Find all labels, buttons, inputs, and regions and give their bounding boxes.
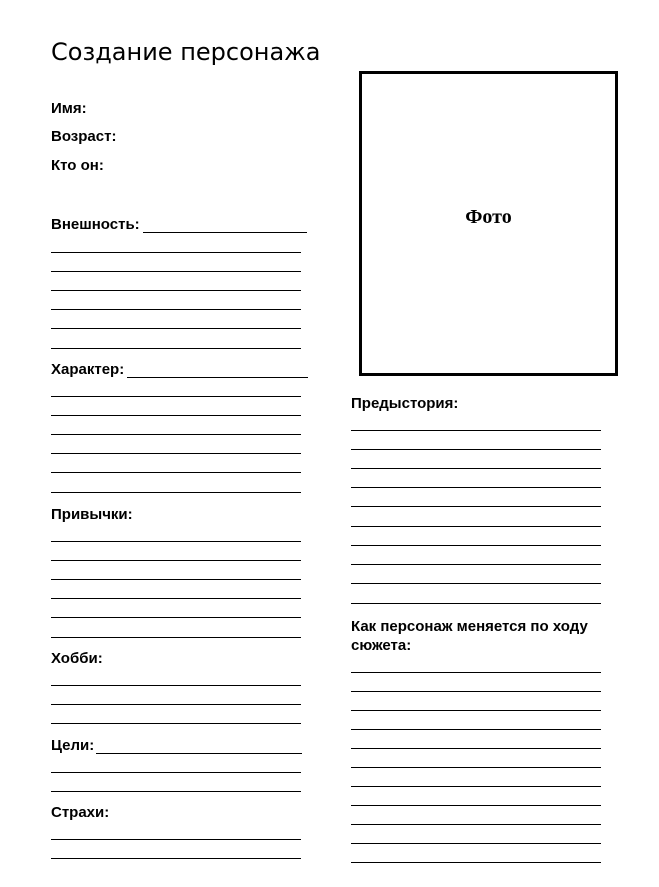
goals-inline-line[interactable] xyxy=(96,753,302,754)
write-line[interactable] xyxy=(51,617,301,618)
write-line[interactable] xyxy=(351,487,601,488)
write-line[interactable] xyxy=(351,564,601,565)
hobby-label: Хобби: xyxy=(51,650,103,667)
write-line[interactable] xyxy=(51,723,301,724)
write-line[interactable] xyxy=(51,328,301,329)
photo-label: Фото xyxy=(465,206,512,228)
age-label: Возраст: xyxy=(51,128,117,145)
write-line[interactable] xyxy=(51,492,301,493)
character-inline-line[interactable] xyxy=(127,377,308,378)
write-line[interactable] xyxy=(351,449,601,450)
who-label: Кто он: xyxy=(51,157,104,174)
fears-label: Страхи: xyxy=(51,804,110,821)
write-line[interactable] xyxy=(51,541,301,542)
write-line[interactable] xyxy=(351,468,601,469)
write-line[interactable] xyxy=(51,598,301,599)
write-line[interactable] xyxy=(351,526,601,527)
write-line[interactable] xyxy=(51,415,301,416)
write-line[interactable] xyxy=(351,506,601,507)
appearance-label: Внешность: xyxy=(51,216,140,233)
write-line[interactable] xyxy=(51,791,301,792)
change-label: Как персонаж меняется по ходу сюжета: xyxy=(351,618,588,654)
write-line[interactable] xyxy=(351,430,601,431)
write-line[interactable] xyxy=(51,637,301,638)
write-line[interactable] xyxy=(51,685,301,686)
habits-label: Привычки: xyxy=(51,506,133,523)
write-line[interactable] xyxy=(351,545,601,546)
write-line[interactable] xyxy=(51,472,301,473)
write-line[interactable] xyxy=(51,704,301,705)
write-line[interactable] xyxy=(351,672,601,673)
write-line[interactable] xyxy=(51,309,301,310)
write-line[interactable] xyxy=(351,824,601,825)
character-label: Характер: xyxy=(51,361,125,378)
write-line[interactable] xyxy=(351,748,601,749)
backstory-label: Предыстория: xyxy=(351,395,459,412)
write-line[interactable] xyxy=(351,805,601,806)
write-line[interactable] xyxy=(351,862,601,863)
write-line[interactable] xyxy=(51,858,301,859)
write-line[interactable] xyxy=(351,843,601,844)
write-line[interactable] xyxy=(351,767,601,768)
write-line[interactable] xyxy=(51,560,301,561)
write-line[interactable] xyxy=(51,290,301,291)
write-line[interactable] xyxy=(51,772,301,773)
name-label: Имя: xyxy=(51,100,87,117)
write-line[interactable] xyxy=(351,786,601,787)
write-line[interactable] xyxy=(51,252,301,253)
write-line[interactable] xyxy=(351,710,601,711)
write-line[interactable] xyxy=(51,396,301,397)
write-line[interactable] xyxy=(351,583,601,584)
appearance-inline-line[interactable] xyxy=(143,232,307,233)
write-line[interactable] xyxy=(51,434,301,435)
write-line[interactable] xyxy=(51,839,301,840)
write-line[interactable] xyxy=(51,271,301,272)
write-line[interactable] xyxy=(51,579,301,580)
write-line[interactable] xyxy=(351,729,601,730)
photo-frame[interactable] xyxy=(359,71,618,376)
write-line[interactable] xyxy=(351,691,601,692)
page-title: Создание персонажа xyxy=(51,38,321,66)
write-line[interactable] xyxy=(351,603,601,604)
write-line[interactable] xyxy=(51,453,301,454)
write-line[interactable] xyxy=(51,348,301,349)
goals-label: Цели: xyxy=(51,737,95,754)
